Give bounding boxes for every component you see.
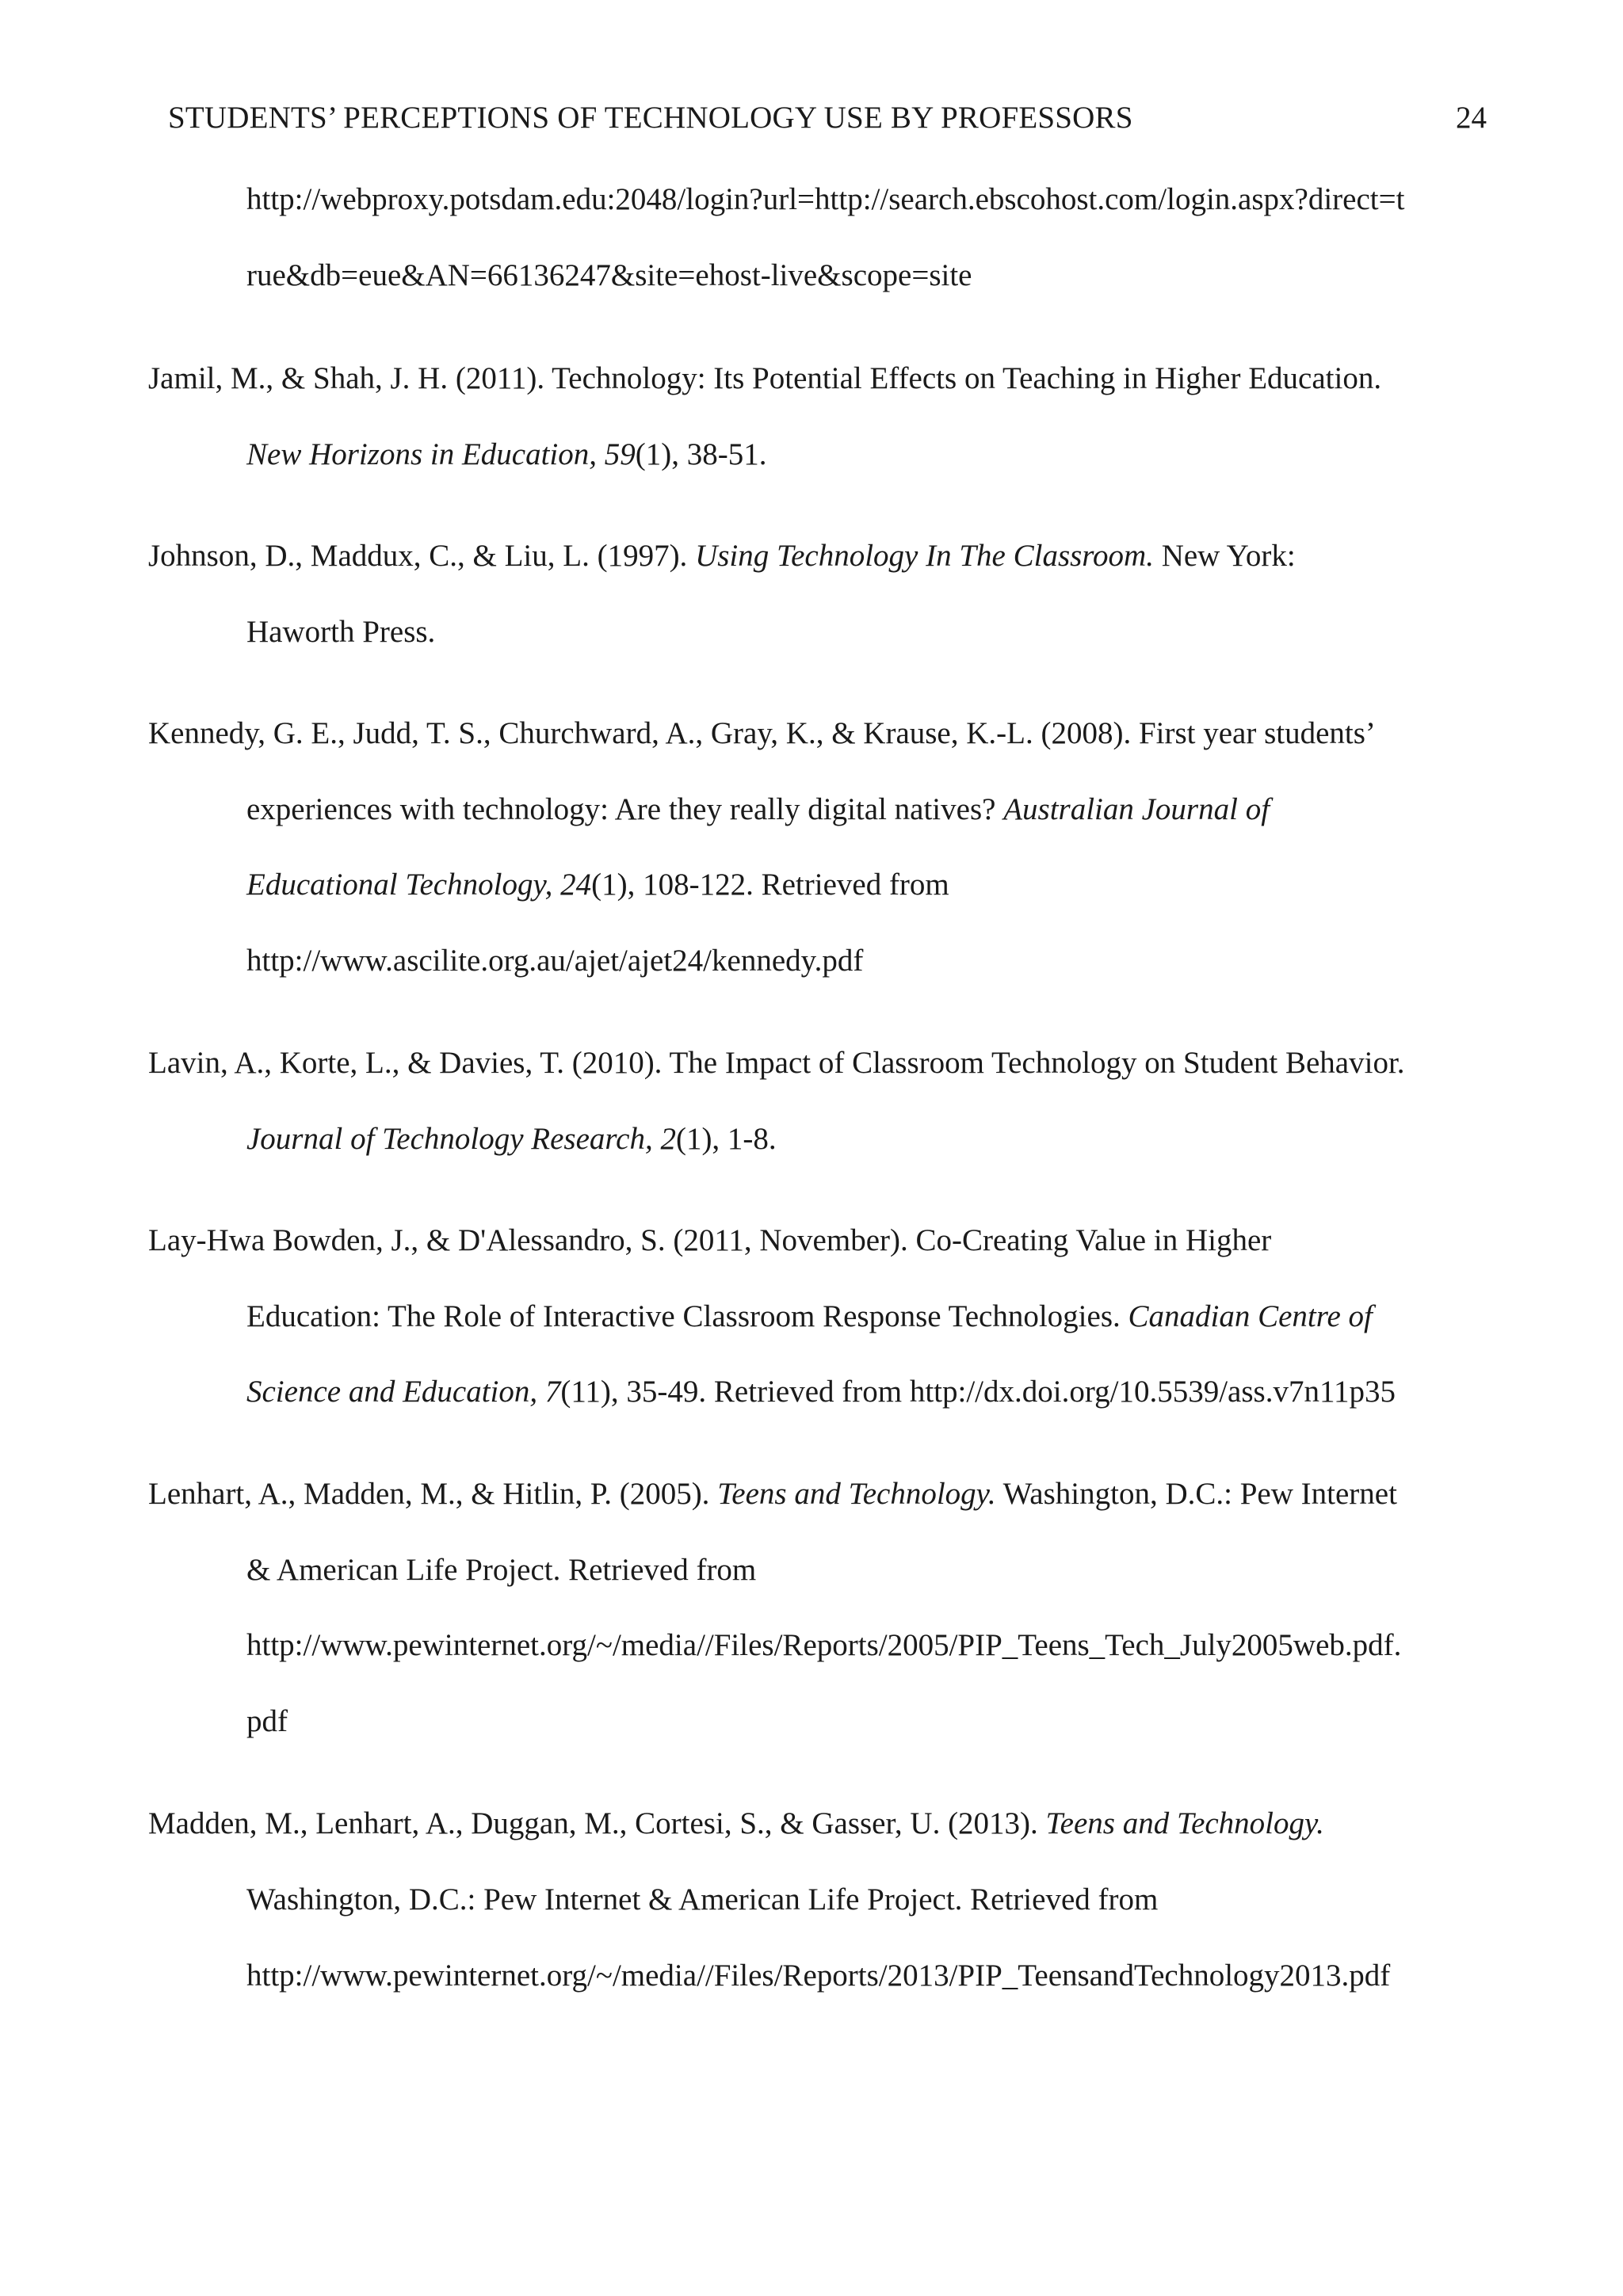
reference-italic-text: Using Technology In The Classroom. bbox=[695, 539, 1154, 573]
reference-line bbox=[246, 865, 949, 905]
reference-italic-text: New Horizons in Education, 59 bbox=[246, 437, 636, 471]
reference-line bbox=[246, 256, 972, 296]
reference-line bbox=[148, 1043, 1405, 1083]
reference-line bbox=[246, 435, 766, 475]
reference-line bbox=[148, 536, 1296, 576]
reference-italic-text: Canadian Centre of bbox=[1128, 1299, 1373, 1333]
reference-text: Lavin, A., Korte, L., & Davies, T. (2010). The Impact of Classroom Technology on Student Behavior. bbox=[148, 1046, 1405, 1080]
reference-text: (1), 108-122. Retrieved from bbox=[591, 868, 949, 902]
running-head-title: STUDENTS’ PERCEPTIONS OF TECHNOLOGY USE BY PROFESSORS bbox=[168, 101, 1133, 135]
reference-text: & American Life Project. Retrieved from bbox=[246, 1553, 757, 1587]
reference-line bbox=[246, 1372, 1396, 1412]
reference-line bbox=[246, 941, 863, 981]
reference-line bbox=[148, 1221, 1271, 1261]
reference-text: Haworth Press. bbox=[246, 615, 436, 649]
reference-line bbox=[148, 359, 1381, 399]
reference-text: Lenhart, A., Madden, M., & Hitlin, P. (2005). bbox=[148, 1477, 718, 1511]
reference-text: (11), 35-49. Retrieved from http://dx.doi.org/10.5539/ass.v7n11p35 bbox=[560, 1375, 1396, 1409]
reference-text: http://www.ascilite.org.au/ajet/ajet24/kennedy.pdf bbox=[246, 944, 864, 978]
running-head bbox=[168, 98, 1487, 138]
reference-line bbox=[246, 1119, 777, 1159]
reference-italic-text: Science and Education, 7 bbox=[246, 1375, 561, 1409]
reference-line bbox=[246, 1880, 1158, 1920]
reference-line bbox=[246, 1956, 1390, 1996]
reference-italic-text: Teens and Technology. bbox=[1045, 1806, 1324, 1840]
reference-line bbox=[148, 1804, 1324, 1844]
reference-text: Madden, M., Lenhart, A., Duggan, M., Cortesi, S., & Gasser, U. (2013). bbox=[148, 1806, 1046, 1840]
reference-text: Jamil, M., & Shah, J. H. (2011). Technology: Its Potential Effects on Teaching in Higher Education. bbox=[148, 361, 1382, 395]
reference-text: rue&db=eue&AN=66136247&site=ehost-live&scope=site bbox=[246, 258, 972, 292]
reference-text: http://www.pewinternet.org/~/media//Files/Reports/2013/PIP_TeensandTechnology2013.pdf bbox=[246, 1958, 1391, 1993]
reference-line bbox=[246, 180, 1404, 219]
reference-text: (1), 38-51. bbox=[635, 437, 767, 471]
reference-line bbox=[246, 1297, 1373, 1337]
reference-text: http://webproxy.potsdam.edu:2048/login?url=http://search.ebscohost.com/login.aspx?direct=t bbox=[246, 182, 1405, 216]
reference-italic-text: Journal of Technology Research, 2 bbox=[246, 1122, 676, 1156]
reference-text: New York: bbox=[1153, 539, 1296, 573]
reference-line bbox=[246, 1550, 756, 1590]
reference-text: Kennedy, G. E., Judd, T. S., Churchward, A., Gray, K., & Krause, K.-L. (2008). First year students’ bbox=[148, 716, 1376, 750]
reference-text: Washington, D.C.: Pew Internet bbox=[995, 1477, 1397, 1511]
reference-italic-text: Educational Technology, 24 bbox=[246, 868, 592, 902]
reference-italic-text: Australian Journal of bbox=[1003, 792, 1270, 826]
reference-text: Washington, D.C.: Pew Internet & American Life Project. Retrieved from bbox=[246, 1882, 1159, 1917]
reference-line bbox=[148, 714, 1376, 753]
reference-text: pdf bbox=[246, 1704, 288, 1738]
reference-text: Lay-Hwa Bowden, J., & D'Alessandro, S. (2011, November). Co-Creating Value in Higher bbox=[148, 1223, 1272, 1257]
reference-text: http://www.pewinternet.org/~/media//Files/Reports/2005/PIP_Teens_Tech_July2005web.pdf. bbox=[246, 1628, 1402, 1662]
reference-line bbox=[246, 1626, 1401, 1665]
reference-line bbox=[246, 1702, 288, 1741]
reference-line bbox=[148, 1474, 1397, 1514]
page-number: 24 bbox=[1456, 101, 1487, 135]
reference-line bbox=[246, 612, 435, 652]
reference-text: experiences with technology: Are they really digital natives? bbox=[246, 792, 1004, 826]
reference-italic-text: Teens and Technology. bbox=[717, 1477, 996, 1511]
reference-text: (1), 1-8. bbox=[675, 1122, 777, 1156]
reference-text: Johnson, D., Maddux, C., & Liu, L. (1997). bbox=[148, 539, 696, 573]
reference-text: Education: The Role of Interactive Classroom Response Technologies. bbox=[246, 1299, 1128, 1333]
reference-line bbox=[246, 790, 1270, 830]
